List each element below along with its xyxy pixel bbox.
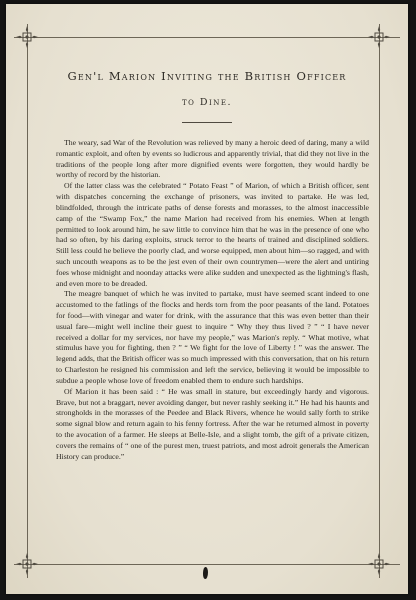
border-bottom-rule (14, 564, 400, 565)
fleur-corner-icon (16, 553, 38, 575)
document-subtitle: to Dine. (181, 97, 233, 108)
paragraph: The meagre banquet of which he was invited to partake, must have seemed scant indeed to one accustomed to the fatlings of the flocks and herds torn from the poor peasants of the land. Potatoes for food—with vinegar and water for drink, with the assurance that this was even better than their usual fare—might well incline their guest to inquire “ Why they thus lived ? ” “ I have never received a dollar for my services, nor have my people,” was Marion's reply. “ What motive, what stimulus have you for fighting, then ? ” “ We fight for the love of Liberty ! ” was the answer. The legend adds, that the British officer was so much impressed with this conversation, that on his return to Charleston he resigned his commission and left the service, believing it would be impossible to subdue a people whose love of freedom enabled them to endure such hardships. (56, 289, 369, 385)
fleur-corner-icon (368, 553, 390, 575)
border-top-rule (14, 37, 400, 38)
fleur-corner-icon (368, 26, 390, 48)
fleur-corner-icon (16, 26, 38, 48)
document-title: Gen'l Marion Inviting the British Officer (67, 69, 347, 83)
paragraph: The weary, sad War of the Revolution was relieved by many a heroic deed of daring, many a wild romantic exploit, and often by events so ludicrous and apparently trivial, that did they not live in the traditions of the people long after more dignified events were forgotten, they would hardly be worthy of record by the historian. (56, 138, 369, 180)
ink-blot (203, 567, 208, 579)
document-body (56, 138, 369, 462)
paragraph: Of the latter class was the celebrated “ Potato Feast ” of Marion, of which a British officer, sent with dispatches concerning the exchange of prisoners, was invited to partake. He was led, blindfolded, through the intricate paths of dense forests and morasses, to the almost inaccessible camp of the “Swamp Fox,” the name Marion had received from his enemies. When at length permitted to look around him, he saw little to convince him that he was in the presence of one who had so often, by his daring exploits, struck terror to the hearts of trained and disciplined soldiers. Still less could he believe the poorly clad, and worse equipped, men about him—so ragged, and with such uncouth weapons as to be the jest even of their own countrymen—were the alert and untiring foes whose midnight and noonday attacks were alike sudden and unexpected as the lightning's flash, and even more to be dreaded. (56, 181, 369, 288)
paragraph: Of Marion it has been said : “ He was small in stature, but exceedingly hardy and vigorous. Brave, but not a braggart, never avoiding danger, but never rashly seeking it.” He had his haunts and strongholds in the morasses of the Peedee and Black Rivers, whence he would sally forth to strike some signal blow and return again to his fenny fortress. After the war he returned almost in poverty to the avocation of a farmer. He sleeps at Belle-Isle, and a slight tomb, the gift of a private citizen, covers the remains of “ one of the purest men, truest patriots, and most adroit generals the American History can produce.” (56, 386, 369, 461)
document-page (6, 4, 408, 594)
title-divider (182, 122, 232, 123)
